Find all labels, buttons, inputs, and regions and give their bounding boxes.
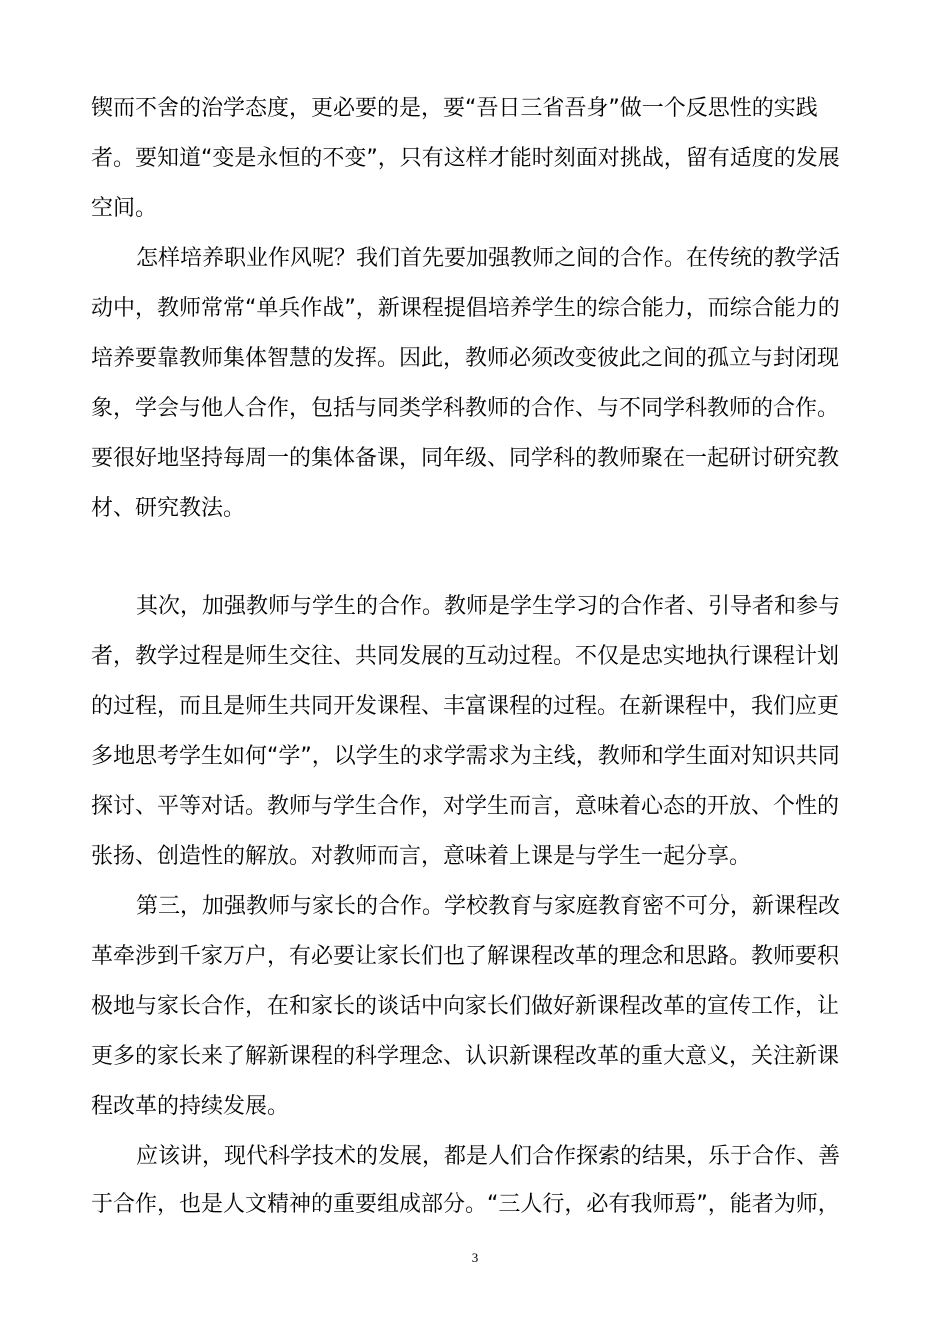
text-line: 要很好地坚持每周一的集体备课，同年级、同学科的教师聚在一起研讨研究教 xyxy=(91,446,840,471)
text-line: 动中，教师常常“单兵作战”，新课程提倡培养学生的综合能力，而综合能力的 xyxy=(91,296,840,321)
text-line: 材、研究教法。 xyxy=(91,496,246,521)
text-line: 者，教学过程是师生交往、共同发展的互动过程。不仅是忠实地执行课程计划 xyxy=(91,644,840,669)
text-line: 程改革的持续发展。 xyxy=(91,1094,290,1119)
text-line: 象，学会与他人合作，包括与同类学科教师的合作、与不同学科教师的合作。 xyxy=(91,396,840,421)
text-line: 革牵涉到千家万户，有必要让家长们也了解课程改革的理念和思路。教师要积 xyxy=(91,944,840,969)
page-number: 3 xyxy=(471,1250,479,1265)
text-line: 极地与家长合作，在和家长的谈话中向家长们做好新课程改革的宣传工作，让 xyxy=(91,994,840,1019)
text-line: 多地思考学生如何“学”，以学生的求学需求为主线，教师和学生面对知识共同 xyxy=(91,744,840,769)
paragraph-first-line: 其次，加强教师与学生的合作。教师是学生学习的合作者、引导者和参与 xyxy=(136,594,841,619)
text-line: 锲而不舍的治学态度，更必要的是，要“吾日三省吾身”做一个反思性的实践 xyxy=(91,96,818,121)
text-line: 于合作，也是人文精神的重要组成部分。“三人行，必有我师焉”，能者为师， xyxy=(91,1192,840,1217)
paragraph-first-line: 第三，加强教师与家长的合作。学校教育与家庭教育密不可分，新课程改 xyxy=(136,894,841,919)
text-line: 的过程，而且是师生共同开发课程、丰富课程的过程。在新课程中，我们应更 xyxy=(91,694,840,719)
paragraph-first-line: 应该讲，现代科学技术的发展，都是人们合作探索的结果，乐于合作、善 xyxy=(136,1144,841,1169)
text-line: 更多的家长来了解新课程的科学理念、认识新课程改革的重大意义，关注新课 xyxy=(91,1044,840,1069)
paragraph-first-line: 怎样培养职业作风呢？我们首先要加强教师之间的合作。在传统的教学活 xyxy=(136,246,841,271)
text-line: 者。要知道“变是永恒的不变”，只有这样才能时刻面对挑战，留有适度的发展 xyxy=(91,146,840,171)
text-line: 探讨、平等对话。教师与学生合作，对学生而言，意味着心态的开放、个性的 xyxy=(91,794,840,819)
text-line: 张扬、创造性的解放。对教师而言，意味着上课是与学生一起分享。 xyxy=(91,844,752,869)
text-line: 空间。 xyxy=(91,196,158,221)
text-line: 培养要靠教师集体智慧的发挥。因此，教师必须改变彼此之间的孤立与封闭现 xyxy=(91,346,840,371)
